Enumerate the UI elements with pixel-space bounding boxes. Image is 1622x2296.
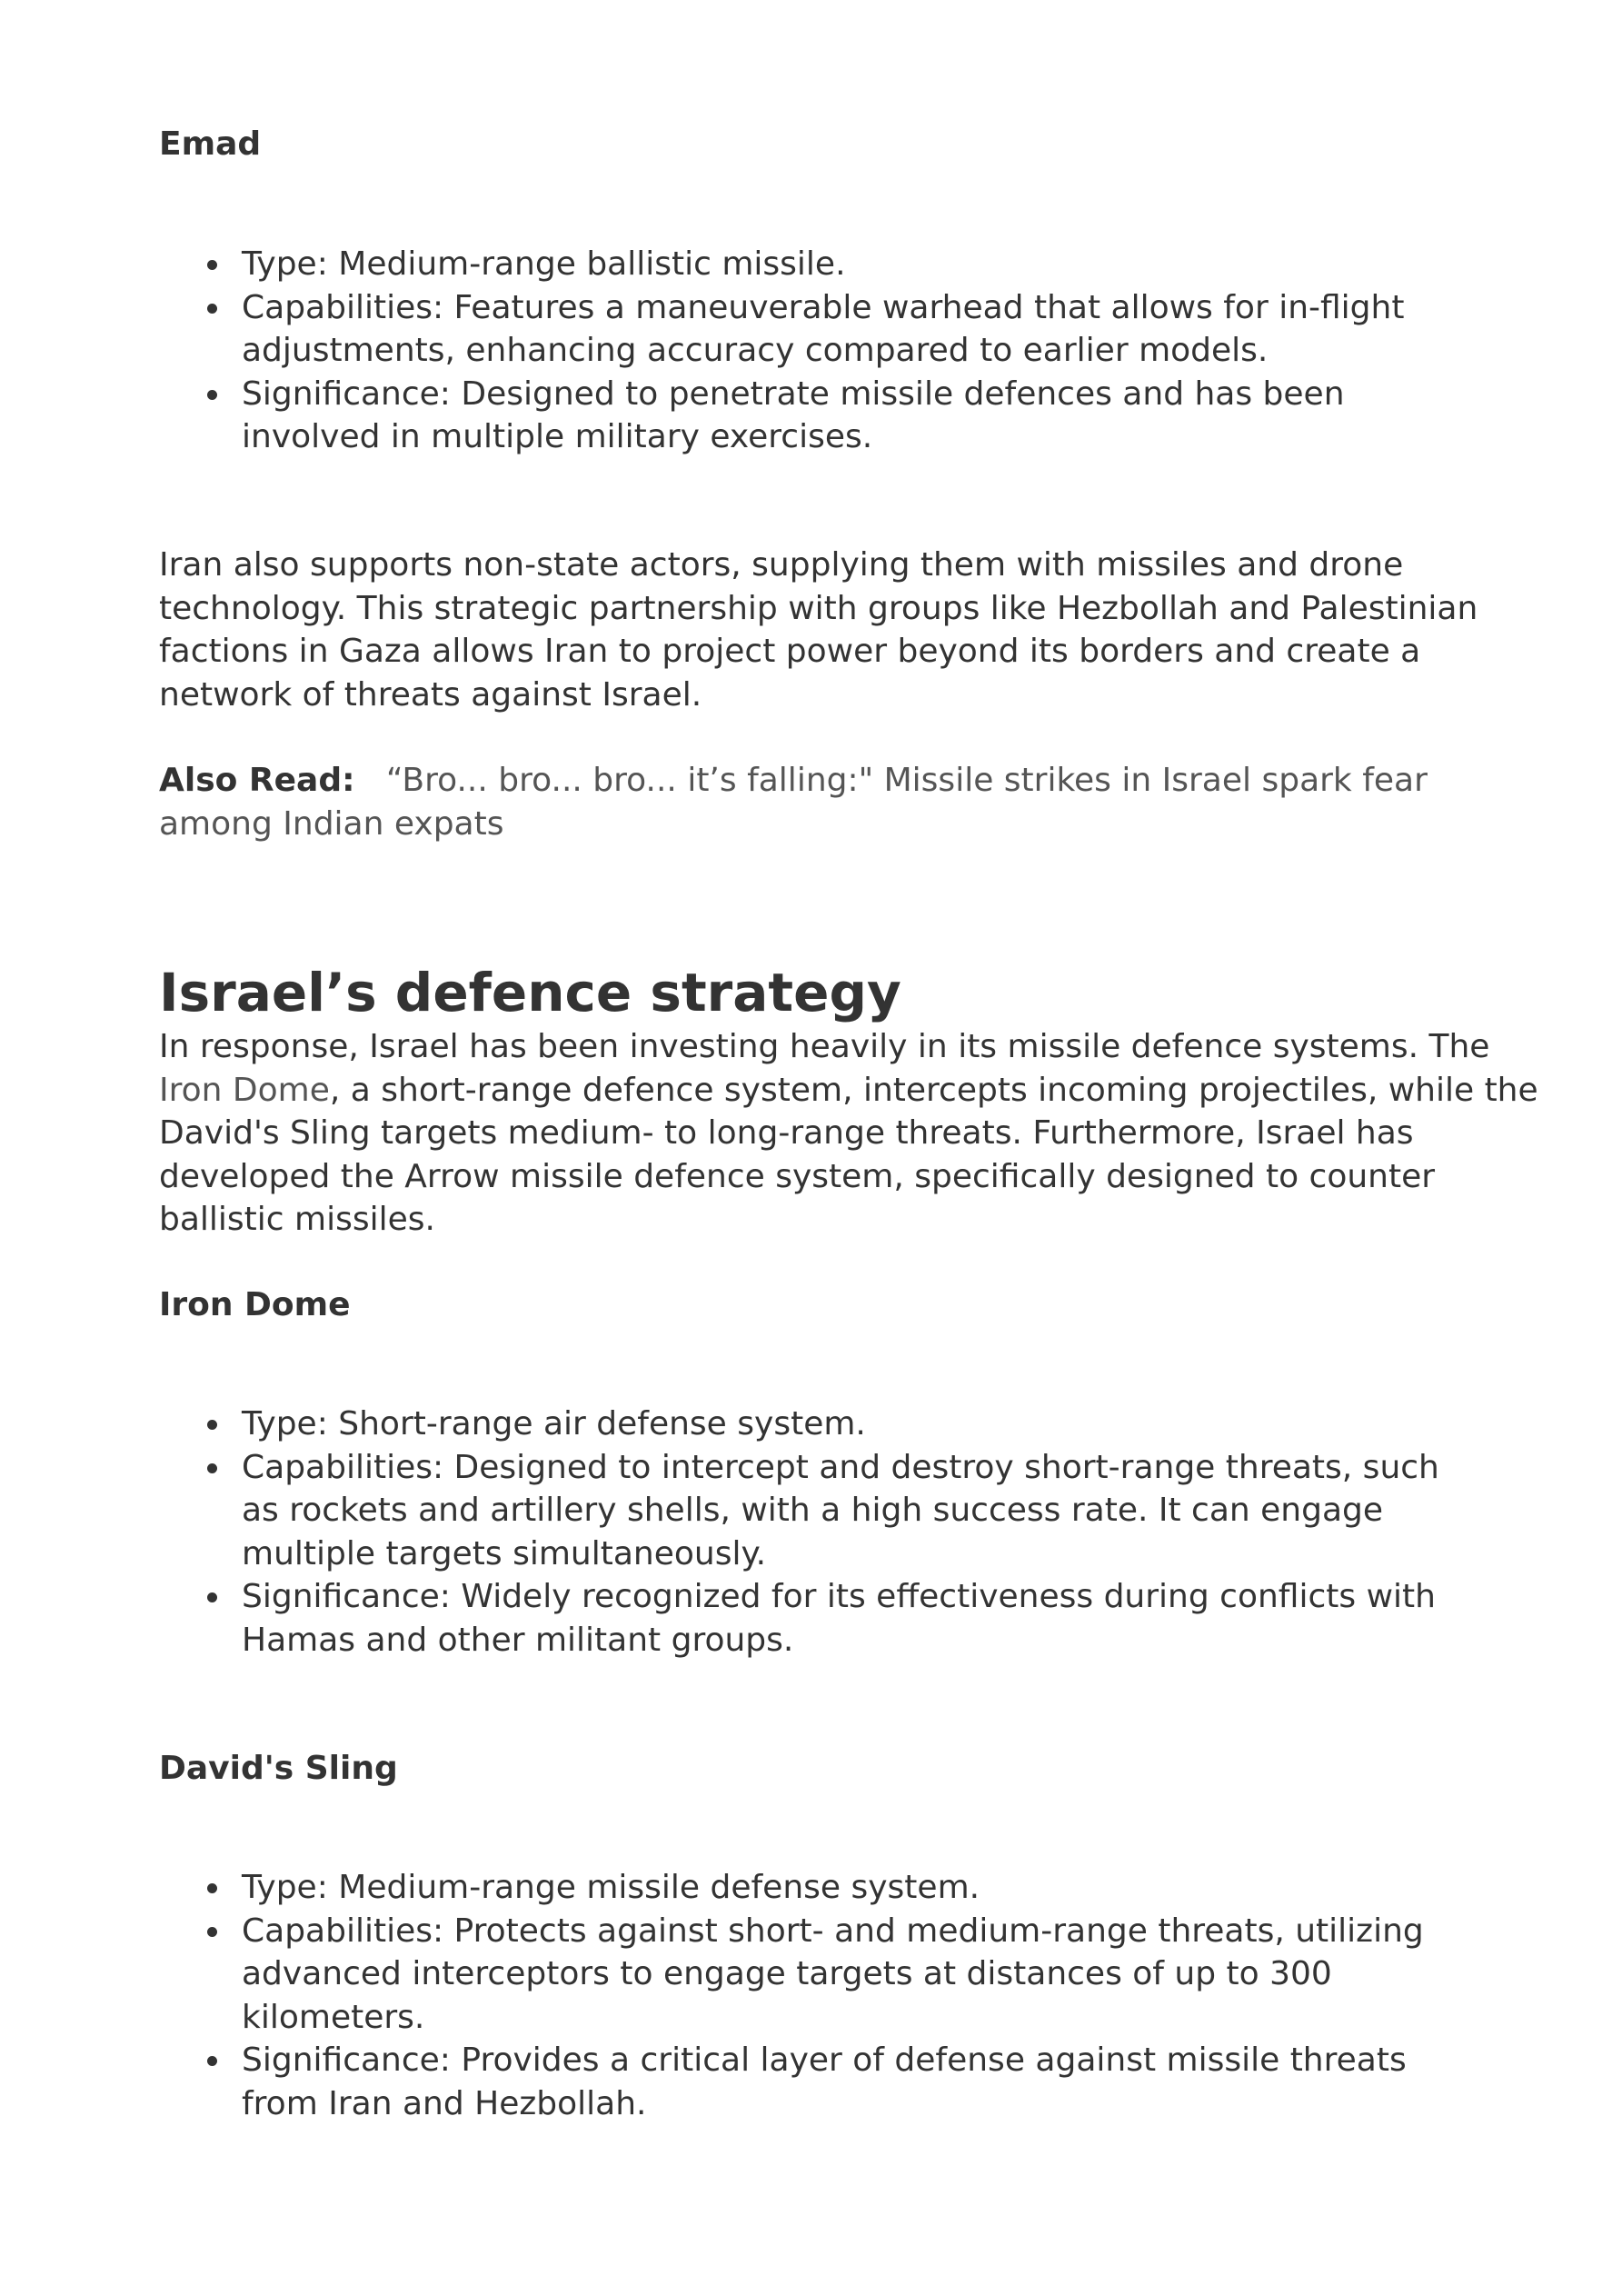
bullet-icon (207, 390, 217, 400)
defence-paragraph (159, 1025, 1538, 1242)
iron-dome-heading: Iron Dome (159, 1286, 351, 1323)
bullet-line: adjustments, enhancing accuracy compared to earlier models. (242, 332, 1269, 369)
list-item (242, 1575, 1496, 1662)
bullet-icon (207, 2056, 217, 2066)
paragraph-line: factions in Gaza allows Iran to project power beyond its borders and create a (159, 633, 1421, 670)
paragraph-line: ballistic missiles. (159, 1201, 435, 1238)
also-read (159, 759, 1504, 845)
bullet-line: Type: Medium-range ballistic missile. (242, 245, 846, 283)
paragraph-text: , a short-range defence system, intercepts incoming projectiles, while the (329, 1071, 1538, 1109)
also-read-link-continued[interactable]: among Indian expats (159, 804, 504, 843)
bullet-line: Capabilities: Protects against short- and medium-range threats, utilizing (242, 1912, 1424, 1950)
bullet-line: Capabilities: Features a maneuverable warhead that allows for in-flight (242, 288, 1405, 326)
bullet-line: Capabilities: Designed to intercept and destroy short-range threats, such (242, 1448, 1439, 1486)
bullet-line: kilometers. (242, 1998, 425, 2036)
iron-dome-link[interactable]: Iron Dome (159, 1071, 330, 1109)
also-read-link[interactable]: “Bro... bro... bro... it’s falling:" Missile strikes in Israel spark fear (385, 762, 1428, 799)
paragraph-line: In response, Israel has been investing heavily in its missile defence systems. The (159, 1028, 1490, 1065)
list-item (242, 1866, 1496, 1910)
paragraph-line: developed the Arrow missile defence system, specifically designed to counter (159, 1157, 1436, 1195)
iron-dome-bullet-list (159, 1403, 1496, 1662)
bullet-line: Significance: Provides a critical layer of defense against missile threats (242, 2041, 1407, 2079)
bullet-line: as rockets and artillery shells, with a high success rate. It can engage (242, 1492, 1384, 1529)
paragraph-line: network of threats against Israel. (159, 675, 702, 714)
bullet-line: Significance: Widely recognized for its effectiveness during conflicts with (242, 1578, 1436, 1615)
bullet-icon (207, 1420, 217, 1430)
list-item (242, 243, 1496, 286)
bullet-line: from Iran and Hezbollah. (242, 2084, 647, 2122)
paragraph-line: Iran also supports non-state actors, supplying them with missiles and drone (159, 546, 1404, 584)
bullet-line: advanced interceptors to engage targets at distances of up to 300 (242, 1955, 1332, 1992)
bullet-icon (207, 304, 217, 314)
bullet-line: Significance: Designed to penetrate missile defences and has been (242, 374, 1345, 413)
davids-sling-heading: David's Sling (159, 1750, 398, 1787)
bullet-line: multiple targets simultaneously. (242, 1534, 767, 1572)
bullet-icon (207, 260, 217, 270)
list-item (242, 2039, 1496, 2125)
list-item (242, 286, 1496, 373)
paragraph-line: David's Sling targets medium- to long-range threats. Furthermore, Israel has (159, 1114, 1414, 1152)
list-item (242, 1446, 1496, 1576)
bullet-line: Type: Short-range air defense system. (242, 1405, 866, 1442)
bullet-icon (207, 1463, 217, 1473)
list-item (242, 1910, 1496, 2040)
paragraph-line (159, 1069, 1538, 1113)
bullet-icon (207, 1883, 217, 1893)
section-title: Israel’s defence strategy (159, 962, 901, 1023)
bullet-icon (207, 1927, 217, 1937)
paragraph-line: technology. This strategic partnership with groups like Hezbollah and Palestinian (159, 589, 1478, 627)
bullet-icon (207, 1592, 217, 1602)
emad-bullet-list (159, 243, 1496, 459)
list-item (242, 1403, 1496, 1446)
list-item (242, 373, 1496, 459)
bullet-line: Hamas and other militant groups. (242, 1621, 794, 1659)
davids-sling-bullet-list (159, 1866, 1496, 2125)
bullet-line: involved in multiple military exercises. (242, 418, 873, 455)
bullet-line: Type: Medium-range missile defense system. (242, 1869, 980, 1906)
nonstate-paragraph (159, 544, 1504, 716)
emad-heading: Emad (159, 125, 262, 163)
also-read-label: Also Read: (159, 762, 355, 799)
